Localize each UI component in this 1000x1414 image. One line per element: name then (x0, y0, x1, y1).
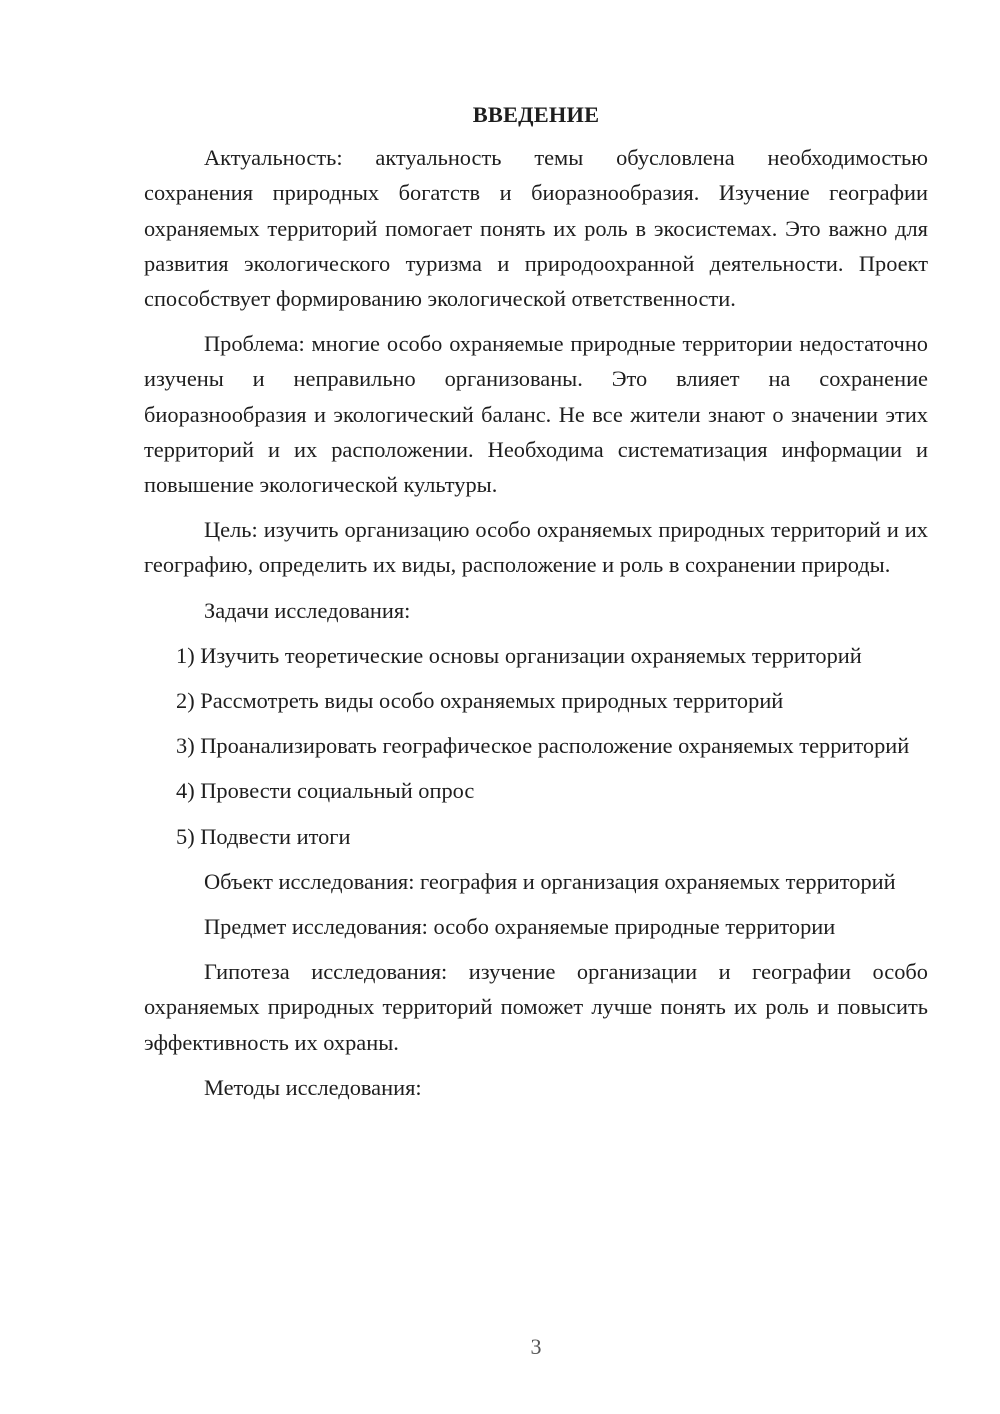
paragraph-problem: Проблема: многие особо охраняемые природные территории недостаточно изучены и неправильно организованы. Это влияет на сохранение биоразнообразия и экологический баланс. Не все жители знают о значении этих территорий и их расположении. Необходима систематизация информации и повышение экологической культуры. (144, 331, 928, 498)
list-item: 5) Подвести итоги (176, 823, 351, 849)
list-item: 1) Изучить теоретические основы организации охраняемых территорий (176, 642, 862, 668)
paragraph-relevance: Актуальность: актуальность темы обусловлена необходимостью сохранения природных богатств и биоразнообразия. Изучение географии охраняемых территорий помогает понять их роль в экосистемах. Это важно для развития экологического туризма и природоохранной деятельности. Проект способствует формированию экологической ответственности. (144, 145, 928, 312)
paragraph-object: Объект исследования: география и организация охраняемых территорий (204, 868, 896, 894)
list-item: 2) Рассмотреть виды особо охраняемых природных территорий (176, 688, 784, 714)
section-title: ВВЕДЕНИЕ (472, 102, 600, 127)
document-body (144, 97, 928, 1115)
tasks-list (144, 638, 928, 854)
paragraph-methods-heading: Методы исследования: (204, 1074, 422, 1100)
paragraph-subject: Предмет исследования: особо охраняемые природные территории (204, 914, 836, 940)
list-item: 3) Проанализировать географическое расположение охраняемых территорий (176, 733, 910, 759)
paragraph-hypothesis: Гипотеза исследования: изучение организации и географии особо охраняемых природных территорий поможет лучше понять их роль и повысить эффективность их охраны. (144, 959, 928, 1055)
page-number: 3 (530, 1334, 542, 1359)
paragraph-tasks-heading: Задачи исследования: (204, 597, 411, 623)
paragraph-goal: Цель: изучить организацию особо охраняемых природных территорий и их географию, определить их виды, расположение и роль в сохранении природы. (144, 517, 928, 578)
list-item: 4) Провести социальный опрос (176, 778, 475, 804)
